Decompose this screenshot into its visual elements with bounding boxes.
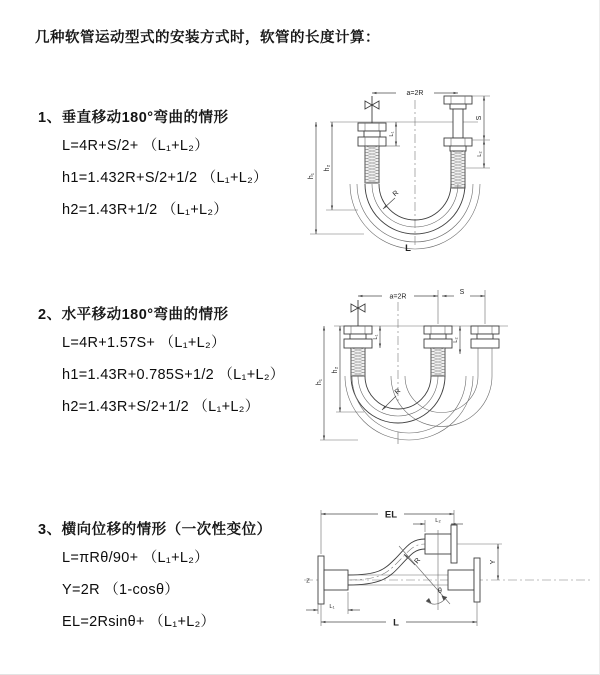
dim-a2r (358, 290, 485, 324)
diagram-horizontal-180-bend (310, 282, 598, 462)
u-bend-hose-shifted (345, 376, 492, 440)
right-flange-original (448, 558, 480, 602)
length-label: L (405, 243, 411, 254)
section3-formula-L: L=πRθ/90+ （L₁+L₂） (62, 550, 209, 566)
dim-h2 (324, 122, 358, 210)
dim-l1 (306, 592, 360, 614)
radius-leader (382, 388, 402, 410)
valve-icon (351, 300, 365, 327)
dim-l1 (373, 326, 381, 348)
radius-leader (383, 190, 400, 209)
datum-mark: Z (306, 578, 310, 585)
section1-formula-L: L=4R+S/2+ （L₁+L₂） (62, 138, 210, 154)
section1-formula-h2: h2=1.43R+1/2 （L₁+L₂） (62, 202, 229, 218)
dim-h1-label: h₁ (308, 172, 315, 180)
page-title: 几种软管运动型式的安装方式时，软管的长度计算： (35, 30, 380, 46)
middle-fitting (424, 326, 452, 376)
angle-theta-label: θ (438, 588, 442, 595)
dim-s-label: S (459, 289, 465, 296)
dim-y-label: Y (490, 559, 497, 565)
dim-h1 (308, 122, 364, 234)
section2-formula-L: L=4R+1.57S+ （L₁+L₂） (62, 335, 226, 351)
valve-icon (365, 96, 379, 123)
section1-formula-h1: h1=1.432R+S/2+1/2 （L₁+L₂） (62, 170, 268, 186)
dim-l1 (386, 122, 400, 146)
dim-a2r-label: a=2R (389, 293, 407, 301)
left-fitting (344, 326, 372, 376)
dim-l (321, 602, 477, 629)
section2-formula-h1: h1=1.43R+0.785S+1/2 （L₁+L₂） (62, 367, 285, 383)
section3-formula-EL: EL=2Rsinθ+ （L₁+L₂） (62, 614, 216, 630)
dim-l-label: L (393, 617, 399, 629)
dim-s-label: S (476, 115, 483, 121)
dim-a2r-label: a=2R (406, 90, 424, 97)
radius-label: R (391, 189, 401, 199)
dim-h2-label: h₂ (324, 164, 331, 172)
dim-l2 (477, 140, 485, 168)
radius-leader (404, 554, 422, 565)
section1-heading: 1、垂直移动180°弯曲的情形 (38, 110, 229, 126)
left-fitting (358, 123, 386, 183)
section3-formula-Y: Y=2R （1-cosθ） (62, 582, 180, 598)
section3-heading: 3、横向位移的情形（一次性变位） (38, 522, 272, 538)
section2-heading: 2、水平移动180°弯曲的情形 (38, 307, 229, 323)
dim-l2-label: L₂ (477, 151, 483, 157)
dim-h1-label: h₁ (316, 378, 323, 386)
right-flange-displaced (425, 525, 457, 563)
right-fitting-shifted (471, 326, 499, 376)
dim-l2 (453, 326, 461, 354)
dim-l1-label: L₁ (329, 604, 335, 610)
right-fitting (444, 96, 472, 188)
dim-s (442, 289, 485, 297)
radius-label: R (413, 556, 423, 566)
dim-l1-label: L₁ (389, 131, 395, 137)
dim-l2-label: L₂ (453, 337, 459, 343)
dim-h2-label: h₂ (332, 366, 339, 374)
diagram-lateral-displacement (298, 498, 598, 640)
diagram-vertical-180-bend (300, 76, 590, 254)
dim-l2-label: L₂ (435, 518, 441, 524)
left-flange (318, 556, 348, 604)
radius-label: R (393, 387, 403, 397)
section2-formula-h2: h2=1.43R+S/2+1/2 （L₁+L₂） (62, 399, 260, 415)
dim-el-label: EL (384, 509, 398, 521)
dim-l1-label: L₁ (373, 334, 379, 340)
